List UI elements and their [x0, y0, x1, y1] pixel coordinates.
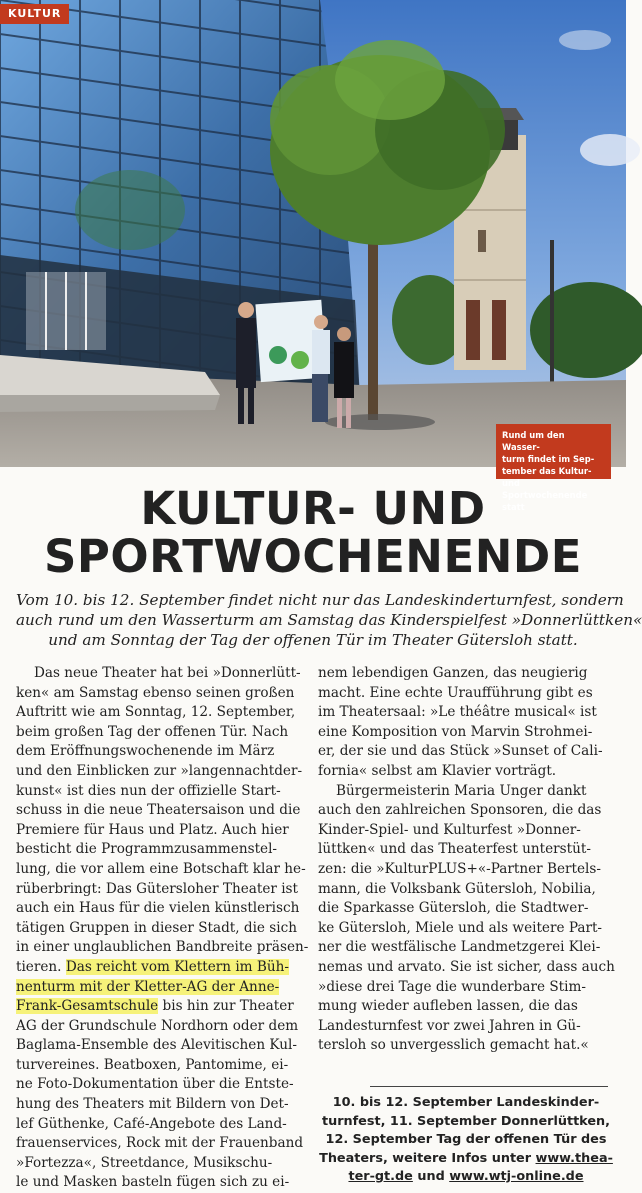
text-line: in einer unglaublichen Bandbreite präsen- — [16, 939, 309, 956]
text-line: im Theatersaal: »Le théâtre musical« ist — [318, 704, 597, 721]
info-line — [318, 1150, 614, 1169]
text-line: kunst« ist dies nun der offizielle Start- — [16, 782, 281, 799]
header-photo — [0, 0, 626, 467]
text-line — [16, 978, 306, 998]
text-line: rüberbringt: Das Gütersloher Theater ist — [16, 880, 298, 897]
text-line: fornia« selbst am Klavier vorträgt. — [318, 762, 557, 779]
text-line: mung wieder aufleben lassen, die das — [318, 998, 578, 1015]
highlighted-text: Frank-Gesamtschule — [16, 998, 159, 1015]
photo-illustration — [0, 0, 626, 467]
article-column-left — [16, 664, 309, 1193]
article-lead — [16, 590, 642, 650]
text-line: ne Foto-Dokumentation über die Entste- — [16, 1076, 294, 1093]
lead-line: Vom 10. bis 12. September findet nicht nur das Landeskinderturnfest, sondern — [16, 591, 624, 609]
text-line: die Sparkasse Gütersloh, die Stadtwer- — [318, 900, 589, 917]
text-line: eine Komposition von Marvin Strohmei- — [318, 723, 593, 740]
highlighted-text: nenturm mit der Kletter-AG der Anne- — [16, 978, 280, 995]
text-line: ken« am Samstag ebenso seinen großen — [16, 684, 295, 701]
info-line: turnfest, 11. September Donnerlüttken, — [321, 1113, 611, 1129]
text-line: Premiere für Haus und Platz. Auch hier — [16, 821, 289, 838]
text-line: le und Masken basteln fügen sich zu ei- — [16, 1174, 290, 1191]
headline-line: SPORTWOCHENENDE — [44, 530, 582, 583]
info-text: Theaters, weitere Infos unter — [319, 1150, 532, 1166]
text-line: auch den zahlreichen Sponsoren, die das — [318, 802, 602, 819]
text-line: tätigen Gruppen in dieser Stadt, die sich — [16, 919, 297, 936]
theater-website-link[interactable]: www.thea- — [535, 1150, 613, 1166]
section-tag: KULTUR — [0, 4, 69, 24]
theater-website-link[interactable]: ter-gt.de — [348, 1169, 413, 1184]
lead-line: und am Sonntag der Tag der offenen Tür im Theater Gütersloh statt. — [48, 631, 578, 649]
wtj-website-link[interactable]: www.wtj-online.de — [449, 1169, 584, 1184]
text-fragment: bis hin zur Theater — [162, 998, 294, 1015]
text-line: schuss in die neue Theatersaison und die — [16, 802, 301, 819]
text-line: besticht die Programmzusammenstel- — [16, 841, 278, 858]
text-line: ner die westfälische Landmetzgerei Klei- — [318, 939, 601, 956]
text-line: »Fortezza«, Streetdance, Musikschu- — [16, 1154, 273, 1171]
text-line: zen: die »KulturPLUS+«-Partner Bertels- — [318, 860, 601, 877]
text-line: Auftritt wie am Sonntag, 12. September, — [16, 704, 296, 721]
event-info-box — [318, 1094, 614, 1187]
text-line: auch ein Haus für die vielen künstlerisch — [16, 900, 300, 917]
highlighted-text: Das reicht vom Klettern im Büh- — [65, 958, 289, 975]
text-line: »diese drei Tage die wunderbare Stim- — [318, 978, 586, 995]
info-line: 12. September Tag der offenen Tür des — [325, 1132, 607, 1147]
text-line: und den Einblicken zur »langennachtder- — [16, 762, 303, 779]
text-line: Baglama-Ensemble des Alevitischen Kul- — [16, 1037, 297, 1054]
lead-line: auch rund um den Wasserturm am Samstag das Kinderspielfest »Donnerlüttken« — [16, 611, 642, 629]
text-line: nemas und arvato. Sie ist sicher, dass auch — [318, 958, 615, 975]
text-line: Landesturnfest vor zwei Jahren in Gü- — [318, 1017, 581, 1034]
text-line: nem lebendigen Ganzen, das neugierig — [318, 665, 588, 681]
text-line — [16, 997, 306, 1017]
divider-rule — [370, 1086, 608, 1087]
text-line: tersloh so unvergesslich gemacht hat.« — [318, 1037, 589, 1054]
info-text: und — [417, 1169, 445, 1184]
text-line: frauenservices, Rock mit der Frauenband — [16, 1135, 304, 1152]
text-line: mann, die Volksbank Gütersloh, Nobilia, — [318, 880, 596, 897]
text-line: macht. Eine echte Uraufführung gibt es — [318, 684, 593, 701]
text-line: beim großen Tag der offenen Tür. Nach — [16, 723, 289, 740]
article-headline — [0, 482, 626, 583]
text-line: lung, die vor allem eine Botschaft klar he- — [16, 860, 306, 877]
text-fragment: tieren. — [16, 958, 62, 975]
caption-line: Rund um den Wasser- — [502, 430, 565, 452]
text-line: Bürgermeisterin Maria Unger dankt — [336, 782, 587, 799]
caption-line: tember das Kultur- und — [502, 466, 592, 488]
text-line: hung des Theaters mit Bildern von Det- — [16, 1096, 289, 1113]
text-line: dem Eröffnungswochenende im März — [16, 743, 275, 760]
caption-line: turm findet im Sep- — [502, 454, 595, 464]
text-line: turvereines. Beatboxen, Pantomime, ei- — [16, 1056, 289, 1073]
text-line: Kinder-Spiel- und Kulturfest »Donner- — [318, 821, 581, 838]
photo-caption — [496, 424, 611, 512]
text-line: Das neue Theater hat bei »Donnerlütt- — [34, 665, 301, 681]
text-line: AG der Grundschule Nordhorn oder dem — [16, 1017, 299, 1034]
text-line: ke Gütersloh, Miele und als weitere Part- — [318, 919, 603, 936]
info-line — [318, 1168, 614, 1187]
text-line: lef Güthenke, Café-Angebote des Land- — [16, 1115, 287, 1132]
text-line — [16, 958, 306, 978]
caption-line: Sportwochenende statt — [502, 490, 588, 512]
headline-line: KULTUR- UND — [140, 482, 486, 535]
article-column-right — [318, 664, 614, 1056]
text-line: er, der sie und das Stück »Sunset of Cali- — [318, 743, 603, 760]
info-line: 10. bis 12. September Landeskinder- — [332, 1095, 600, 1110]
text-line: lüttken« und das Theaterfest unterstüt- — [318, 841, 591, 858]
